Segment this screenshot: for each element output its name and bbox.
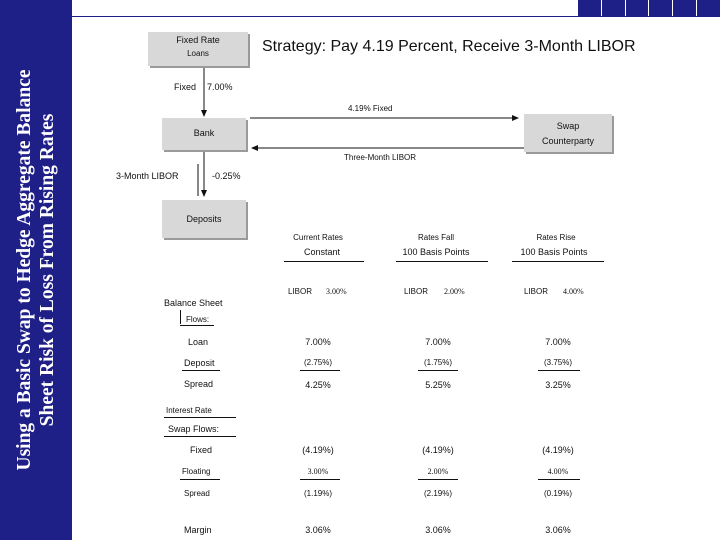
flows-bracket [180, 310, 181, 324]
margin-value-3: 3.06% [545, 525, 571, 535]
row-spread-value-2: 5.25% [425, 380, 451, 390]
interest-rate-underline [164, 417, 236, 418]
bank-label: Bank [193, 128, 215, 138]
row-spread-value-3: 3.25% [545, 380, 571, 390]
row-loan-value-1: 7.00% [305, 337, 331, 347]
swap-flows-underline [164, 436, 236, 437]
swap-fixed-value-2: (4.19%) [422, 445, 454, 455]
floating-sum-line-2 [418, 479, 458, 480]
three-month-libor-left: 3-Month LIBOR [116, 171, 179, 181]
counterparty-line2: Counterparty [541, 136, 595, 146]
flows-underline [180, 325, 214, 326]
row-loan-value-2: 7.00% [425, 337, 451, 347]
flows-label: Flows: [186, 315, 210, 324]
swap-floating-value-3: 4.00% [547, 467, 569, 476]
swap-floating-value-1: 3.00% [307, 467, 329, 476]
fixed-value: 7.00% [207, 82, 233, 92]
underline-scenario-3 [512, 261, 604, 262]
scenario-fall: 100 Basis Points [402, 247, 470, 257]
margin-value-2: 3.06% [425, 525, 451, 535]
libor-label-1: LIBOR [288, 287, 313, 296]
row-deposit-value-3: (3.75%) [543, 358, 572, 367]
deposit-sum-line-2 [418, 370, 458, 371]
libor-value-3: 4.00% [563, 287, 584, 296]
floating-underline [180, 479, 220, 480]
swap-fixed-label: 4.19% Fixed [348, 104, 393, 113]
swap-spread-value-1: (1.19%) [303, 489, 332, 498]
deposits-label: Deposits [186, 214, 222, 224]
fixed-label: Fixed [174, 82, 197, 92]
spread-value: -0.25% [212, 171, 241, 181]
floating-sum-line-3 [538, 479, 580, 480]
deposit-underline [182, 370, 220, 371]
underline-scenario-1 [284, 261, 364, 262]
deposit-sum-line-3 [538, 370, 580, 371]
vertical-title-line-2: Sheet Risk of Loss From Rising Rates [37, 113, 58, 427]
swap-fixed-value-1: (4.19%) [302, 445, 334, 455]
row-loan-label: Loan [188, 337, 209, 347]
underline-scenario-2 [396, 261, 488, 262]
three-month-libor-swap: Three-Month LIBOR [344, 153, 417, 162]
row-spread-label: Spread [184, 379, 214, 389]
header-current-rates: Current Rates [293, 233, 343, 242]
row-deposit-value-1: (2.75%) [303, 358, 332, 367]
deposit-sum-line-1 [300, 370, 340, 371]
scenario-constant: Constant [303, 247, 341, 257]
vertical-title-line-1: Using a Basic Swap to Hedge Aggregate Balance [14, 69, 35, 471]
swap-spread-row-label: Spread [184, 489, 210, 498]
floating-sum-line-1 [300, 479, 340, 480]
page-title: Strategy: Pay 4.19 Percent, Receive 3-Month LIBOR [262, 38, 636, 55]
row-deposit-value-2: (1.75%) [423, 358, 452, 367]
swap-fixed-value-3: (4.19%) [542, 445, 574, 455]
libor-label-2: LIBOR [404, 287, 429, 296]
swap-fixed-row-label: Fixed [190, 445, 213, 455]
interest-rate-label: Interest Rate [166, 406, 212, 415]
swap-floating-value-2: 2.00% [427, 467, 449, 476]
swap-spread-value-2: (2.19%) [423, 489, 452, 498]
swap-flows-label: Swap Flows: [168, 424, 220, 434]
balance-sheet-label: Balance Sheet [164, 298, 223, 308]
header-rates-rise: Rates Rise [536, 233, 576, 242]
fixed-rate-loans-line1: Fixed Rate [176, 35, 220, 45]
row-deposit-label: Deposit [184, 358, 215, 368]
margin-value-1: 3.06% [305, 525, 331, 535]
margin-label: Margin [184, 525, 212, 535]
swap-spread-value-3: (0.19%) [543, 489, 572, 498]
row-spread-value-1: 4.25% [305, 380, 331, 390]
scenario-rise: 100 Basis Points [520, 247, 588, 257]
libor-value-1: 3.00% [326, 287, 347, 296]
counterparty-line1: Swap [556, 121, 580, 131]
header-rates-fall: Rates Fall [417, 233, 454, 242]
swap-floating-row-label: Floating [182, 467, 211, 476]
libor-label-3: LIBOR [524, 287, 549, 296]
fixed-rate-loans-line2: Loans [187, 49, 209, 58]
libor-value-2: 2.00% [444, 287, 465, 296]
row-loan-value-3: 7.00% [545, 337, 571, 347]
